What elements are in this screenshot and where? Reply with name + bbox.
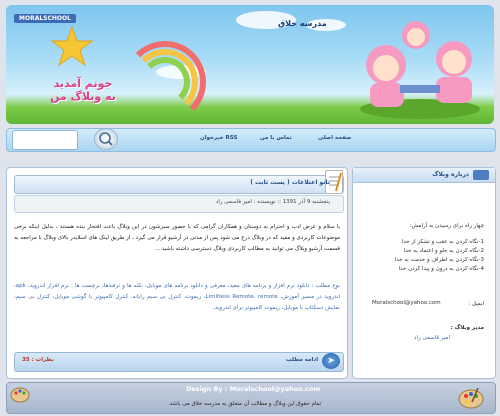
sidebar-item: 4-نگاه کردن به درون و پیدا کردن خدا bbox=[398, 266, 484, 272]
palette-icon bbox=[458, 386, 484, 410]
sidebar-title: درباره وبلاگ bbox=[432, 171, 469, 178]
design-by[interactable]: Design By : Moralschool@yahoo.com bbox=[186, 385, 321, 393]
nav-bar bbox=[6, 128, 496, 152]
nav-contact-link[interactable]: تماس با من bbox=[260, 135, 292, 141]
post-title[interactable]: تانو اعتلاغات ( پست ثابت ) bbox=[250, 179, 330, 186]
manager-label: مدیر وبلاگ : bbox=[450, 325, 484, 331]
arrow-left-icon[interactable]: ➤ bbox=[322, 353, 340, 369]
search-icon bbox=[95, 129, 117, 149]
logo-text bbox=[28, 77, 138, 103]
post-body: با سلام و عرض ادب و احترام به دوستان و همکاران گرامی که با حضور سبزشون در این وبلاگ باعث افتخار بنده هستند ، بدلیل اینکه برخی موضوعات کاربردی و مفید که در وبلاگ درج می شود پس از مدتی در آرشیو قرار می گیرد ، از طریق لینک های اسلایدر بالای وبلاگ با مراجعه به قسمت آرشیو وبلاگ می توانید به مطالب کاربردی وبلاگ دسترسی داشته باشید ... bbox=[14, 224, 340, 252]
comments-link[interactable]: نظرات : 35 bbox=[22, 357, 54, 363]
logo-line-1: جونم آمدید bbox=[53, 77, 113, 90]
search-input[interactable] bbox=[12, 130, 78, 150]
copyright-text: تمام حقوق این وبلاگ و مطالب آن متعلق به مدرسه خلاق می باشد. bbox=[168, 401, 322, 407]
sidebar-item: 2-نگاه کردن به جلو و اعتماد به خدا bbox=[403, 248, 484, 254]
star-icon bbox=[50, 25, 94, 69]
children-illustration bbox=[356, 13, 486, 121]
sidebar-header-icon bbox=[473, 170, 489, 180]
sidebar-intro: چهار راه برای رسیدن به آرامش: bbox=[409, 223, 484, 229]
nav-rss-link[interactable]: خبرخوان RSS bbox=[200, 135, 238, 141]
email-label: ایمیل : bbox=[468, 301, 484, 307]
site-title[interactable]: مدرسه خلاق bbox=[278, 19, 327, 28]
post-meta: پنجشنبه 9 آذر 1391 :: نویسنده : امیر قاسمی راد bbox=[215, 199, 330, 205]
logo-line-2: به وبلاگ من bbox=[50, 90, 116, 103]
read-more-link[interactable]: ادامه مطلب bbox=[286, 357, 319, 363]
manager-value: امیر قاسمی راد bbox=[414, 335, 450, 341]
palette-icon bbox=[10, 386, 30, 404]
post-tags[interactable]: نوع مطلب : دانلود نرم افزار و برنامه های مفید، معرفی و دانلود برنامه های موبایل، نکته ها و ترفندها، برچسب ها : نرم افزار اندروید، apk، اندروید در مسیر آموزش، Limitless Remote، remote، ریموت، کنترل بی سیم رایانه، کنترل کامپیوتر با گوشی موبایل، کنترل بی سیم، نمایش دسکتاپ با موبایل، ریموت کامپیوتر برای اندروید، bbox=[14, 283, 341, 311]
sidebar-item: 1-نگاه کردن به عقب و تشکر از خدا bbox=[401, 239, 484, 245]
search-button[interactable] bbox=[94, 128, 118, 150]
sidebar-item: 3-نگاه کردن به اطراف و خدمت به خدا bbox=[394, 257, 484, 263]
site-badge: MORALSCHOOL bbox=[14, 14, 76, 23]
nav-home-link[interactable]: صفحه اصلی bbox=[318, 135, 352, 141]
header-banner bbox=[6, 5, 494, 124]
email-value[interactable]: Moralschool@yahoo.com bbox=[372, 300, 441, 306]
